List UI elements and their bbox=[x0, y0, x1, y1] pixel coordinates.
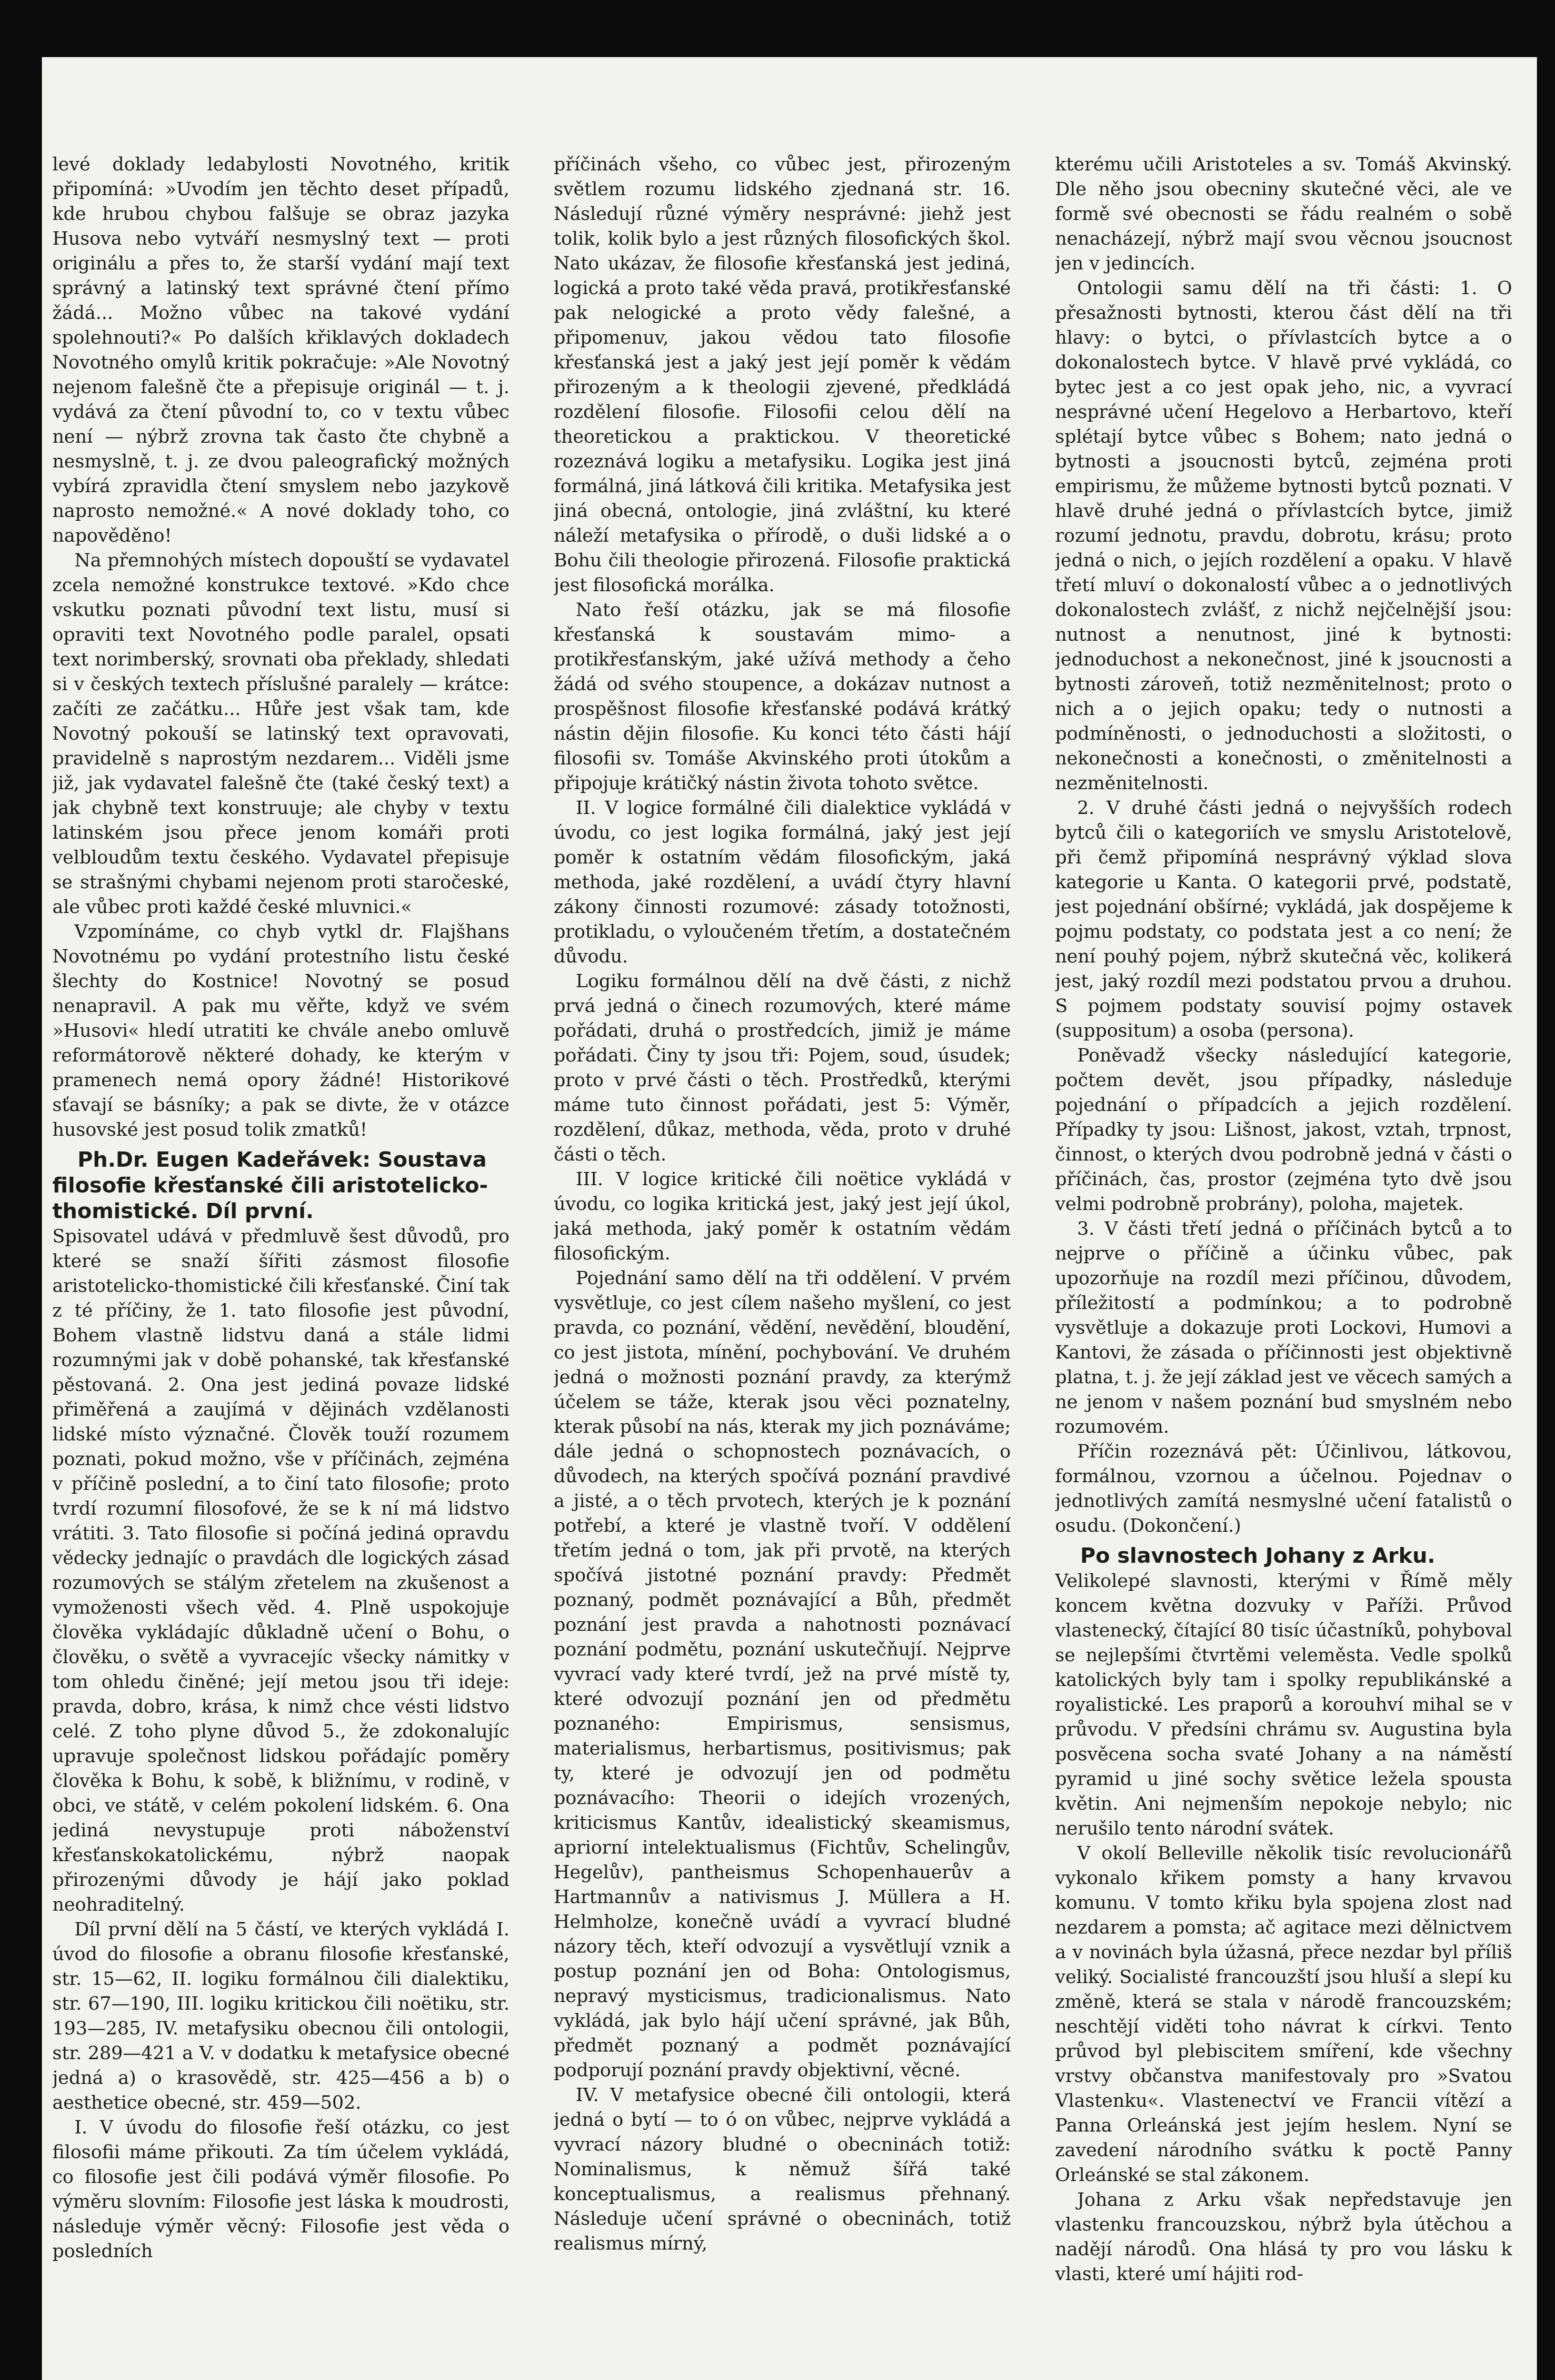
column-2-paragraph: příčinách všeho, co vůbec jest, přirozeným světlem rozumu lidského zjednaná str. 16. Následují různé výměry nesprávné: jiehž jest tolik, kolik bylo a jest různých filosofických škol. Nato ukázav, že filosofie křesťanská jest jediná, logická a proto také věda pravá, protikřesťanské pak nelogické a proto vědy falešné, a připomenuv, jakou vědou tato filosofie křesťanská jest a jaký jest její poměr k vědám přirozeným a k theologii zjevené, předkládá rozdělení filosofie. Filosofii celou dělí na theoretickou a praktickou. V theoretické rozeznává logiku a metafysiku. Logika jest jiná formálná, jiná látková čili kritika. Metafysika jest jiná obecná, ontologie, jiná zvláštní, ku které náleží metafysika o přírodě, o duši lidské a o Bohu čili theologie přirozená. Filosofie praktická jest filosofická morálka. bbox=[554, 154, 1011, 596]
column-1-paragraph: Díl první dělí na 5 částí, ve kterých vykládá I. úvod do filosofie a obranu filosofie křesťanské, str. 15—62, II. logiku formálnou čili dialektiku, str. 67—190, III. logiku kritickou čili noëtiku, str. 193—285, IV. metafysiku obecnou čili ontologii, str. 289—421 a V. v dodatku k metafysice obecné jedná a) o krasovědě, str. 425—456 a b) o aesthetice obecné, str. 459—502. bbox=[52, 1919, 509, 2113]
column-2-paragraph: IV. V metafysice obecné čili ontologii, která jedná o bytí — to ó on vůbec, nejprve vykládá a vyvrací názory bludné o obecninách totiž: Nominalismus, k němuž šířá také konceptualismus, a realismus přehnaný. Následuje učení správné o obecninách, totiž realismus mírný, bbox=[554, 2084, 1011, 2254]
column-3-paragraph: Poněvadž všecky následující kategorie, počtem devět, jsou případky, následuje pojednání o případcích a jejich rozdělení. Případky ty jsou: Lišnost, jakost, vztah, trpnost, činnost, o kterých dvou podrobně jedná v části o příčinách, čas, prostor (zejména tyto dvě jsou velmi podrobně probrány), poloha, majetek. bbox=[1055, 1045, 1512, 1215]
column-1-paragraph: levé doklady ledabylosti Novotného, kritik připomíná: »Uvodím jen těchto deset případů, kde hrubou chybou falšuje se obraz jazyka Husova nebo vytváří nesmyslný text — proti originálu a přes to, že starší vydání mají text správný a latinský text správné čtení přímo žádá... Možno vůbec na takové vydání spolehnouti?« Po dalších křiklavých dokladech Novotného omylů kritik pokračuje: »Ale Novotný nejenom falešně čte a přepisuje originál — t. j. vydává za čtení původní to, co v textu vůbec není — nýbrž zrovna tak často čte chybně a nesmyslně, t. j. ze dvou paleografický možných vybírá zpravidla čtení smyslem nebo jazykově naprosto nemožné.« A nové doklady toho, co napověděno! bbox=[52, 154, 509, 546]
column-3-paragraph: Ontologii samu dělí na tři části: 1. O přesažnosti bytnosti, kterou část dělí na tři hlavy: o bytci, o přívlastcích bytce a o dokonalostech bytce. V hlavě prvé vykládá, co bytec jest a co jest opak jeho, nic, a vyvrací nesprávné učení Hegelovo a Herbartovo, kteří splétají bytce vůbec s Bohem; nato jedná o bytnosti a jsoucnosti bytců, zejména proti empirismu, že můžeme bytnosti bytců poznati. V hlavě druhé jedná o přívlastcích bytce, jimiž rozumí jednotu, pravdu, dobrotu, krásu; proto jedná o nich, o jejích rozdělení a opaku. V hlavě třetí mluví o dokonalostí vůbec a o jednotlivých dokonalostech zvlášť, z nichž nejčelnější jsou: nutnost a nenutnost, jiné k bytnosti: jednoduchost a nekonečnost, jiné k jsoucnosti a bytnosti zároveň, totiž nezměnitelnost; proto o nich a o jejich opaku; tedy o nutnosti a podmíněnosti, o jednoduchosti a složitosti, o nekonečnosti a konečnosti, o změnitelnosti a nezměnitelnosti. bbox=[1055, 278, 1512, 794]
column-3-paragraph: V okolí Belleville několik tisíc revolucionářů vykonalo křikem pomsty a hany krvavou komunu. V tomto křiku byla spojena zlost nad nezdarem a pomsta; ač agitace mezi dělnictvem a v novinách byla úžasná, přece nezdar byl příliš veliký. Socialisté francouzští jsou hluší a slepí ku změně, která se stala v národě francouzském; neschtějí viděti toho návrat k církvi. Tento průvod byl plebiscitem smíření, kde všechny vrstvy občanstva manifestovaly pro »Svatou Vlastenku«. Vlastenectví ve Francii vítězí a Panna Orleánská jest jejím heslem. Nyní se zavedení národního svátku k poctě Panny Orleánské se stal zákonem. bbox=[1055, 1843, 1512, 2186]
book-review-heading: Ph.Dr. Eugen Kadeřávek: Soustava filosofie křesťanské čili aristotelicko-thomistické. Díl první. bbox=[52, 1148, 488, 1223]
column-2-paragraph: Logiku formálnou dělí na dvě části, z nichž prvá jedná o činech rozumových, které máme pořádati, druhá o prostředcích, jimiž je máme pořádati. Činy ty jsou tři: Pojem, soud, úsudek; proto v prvé části o těch. Prostředků, kterými máme tuto činnost pořádati, jest 5: Výměr, rozdělení, důkaz, methoda, věda, proto v druhé části o těch. bbox=[554, 971, 1011, 1165]
column-3-paragraph: Velikolepé slavnosti, kterými v Římě měly koncem května dozvuky v Paříži. Průvod vlastenecký, čítající 80 tisíc účastníků, pohyboval se nejlepšími čtvrtěmi veleměsta. Vedle spolků katolických byly tam i spolky republikánské a royalistické. Les praporů a korouhví mihal se v průvodu. V předsíni chrámu sv. Augustina byla posvěcena socha svaté Johany a na náměstí pyramid u jiné sochy světice ležela spousta květin. Ani nejmenším nepokoje nebylo; nic nerušilo tento národní svátek. bbox=[1055, 1570, 1512, 1839]
column-3-paragraph: Příčin rozeznává pět: Účinlivou, látkovou, formálnou, vzornou a účelnou. Pojednav o jednotlivých zamítá nesmyslné učení fatalistů o osudu. (Dokončení.) bbox=[1055, 1441, 1512, 1537]
column-1-paragraph: Spisovatel udává v předmluvě šest důvodů, pro které se snaží šířiti zásmost filosofie aristotelicko-thomistické čili křesťanské. Činí tak z té příčiny, že 1. tato filosofie jest původní, Bohem vlastně lidstvu daná a stále lidmi rozumnými jak v době pohanské, tak křesťanské pěstovaná. 2. Ona jest jediná povaze lidské přiměřená a zaujímá v dějinách vzdělanosti lidské místo význačné. Člověk touží rozumem poznati, pokud možno, vše v příčinách, zejména v příčině poslední, a to činí tato filosofie; proto tvrdí rozumní filosofové, že se k ní má lidstvo vrátiti. 3. Tato filosofie si počíná jediná opravdu vědecky jednajíc o pravdách dle logických zásad rozumových se stálým zřetelem na zkušenost a vymoženosti všech věd. 4. Plně uspokojuje člověka vykládajíc důkladně učení o Bohu, o člověku, o světě a vyvracejíc všecky námitky v tom ohledu činěné; její metou jsou tři ideje: pravda, dobro, krása, k nimž chce vésti lidstvo celé. Z toho plyne důvod 5., že zdokonalujíc upravuje společnost lidskou pořádajíc poměry člověka k Bohu, k sobě, k bližnímu, v rodině, v obci, ve státě, v celém pokolení lidském. 6. Ona jediná nevystupuje proti náboženství křesťanskokatolickému, nýbrž naopak přirozenými důvody je hájí jako poklad neohraditelný. bbox=[52, 1226, 509, 1915]
column-3-paragraph: 3. V části třetí jedná o příčinách bytců a to nejprve o příčině a účinku vůbec, pak upozorňuje na rozdíl mezi příčinou, důvodem, příležitostí a podmínkou; a to podrobně vysvětluje a dokazuje proti Lockovi, Humovi a Kantovi, že zásada o příčinnosti jest objektivně platna, t. j. že její základ jest ve věcech samých a ne jenom v našem poznání bud smyslném nebo rozumovém. bbox=[1055, 1218, 1512, 1438]
column-1-paragraph: Vzpomínáme, co chyb vytkl dr. Flajšhans Novotnému po vydání protestního listu české šlechty do Kostnice! Novotný se posud nenapravil. A pak mu věřte, když ve svém »Husovi« hledí utratiti ke chvále anebo omluvě reformátorově některé dohady, ke kterým v pramenech nemá opory žádné! Historikové sťavají se básníky; a pak se divte, že v otázce husovské jest posud tolik zmatků! bbox=[52, 921, 509, 1140]
text-column-2 bbox=[554, 152, 1011, 2380]
column-3-paragraph: kterému učili Aristoteles a sv. Tomáš Akvinský. Dle něho jsou obecniny skutečné věci, ale ve formě své obecnosti se řádu realném o sobě nenacházejí, nýbrž mají svou věcnou jsoucnost jen v jedincích. bbox=[1055, 154, 1512, 274]
column-2-paragraph: III. V logice kritické čili noëtice vykládá v úvodu, co logika kritická jest, jaký jest její úkol, jaká methoda, jaký poměr k ostatním vědám filosofickým. bbox=[554, 1169, 1011, 1264]
column-1-paragraph: I. V úvodu do filosofie řeší otázku, co jest filosofii máme přikouti. Za tím účelem vykládá, co filosofie jest čili podává výměr filosofie. Po výměru slovním: Filosofie jest láska k moudrosti, následuje výměr věcný: Filosofie jest věda o posledních bbox=[52, 2117, 509, 2262]
text-column-1 bbox=[52, 152, 509, 2380]
column-2-paragraph: II. V logice formálné čili dialektice vykládá v úvodu, co jest logika formálná, jaký jest její poměr k ostatním vědám filosofickým, jaká methoda, jaké rozdělení, a uvádí čtyry hlavní zákony činnosti rozumové: zásady totožnosti, protikladu, o vyloučeném třetím, a dostatečném důvodu. bbox=[554, 797, 1011, 967]
column-2-paragraph: Nato řeší otázku, jak se má filosofie křesťanská k soustavám mimo- a protikřesťanským, jaké užívá methody a čeho žádá od svého stoupence, a dokázav nutnost a prospěšnost filosofie křesťanské podává krátký nástin dějin filosofie. Ku konci této části hájí filosofii sv. Tomáše Akvinského proti útokům a připojuje krátičký nástin života tohoto světce. bbox=[554, 599, 1011, 794]
column-3-paragraph: 2. V druhé části jedná o nejvyšších rodech bytců čili o kategoriích ve smyslu Aristotelově, při čemž připomíná nesprávný výklad slova kategorie u Kanta. O kategorii prvé, podstatě, jest pojednání obšírné; vykládá, jak dospějeme k pojmu podstaty, co podstata jest a co není; že není pouhý pojem, nýbrž skutečná věc, kolikerá jest, jaký rozdíl mezi podstatou prvou a druhou. S pojmem podstaty souvisí pojmy ostavek (suppositum) a osoba (persona). bbox=[1055, 797, 1512, 1041]
newspaper-page bbox=[42, 57, 1537, 2380]
text-column-3 bbox=[1055, 152, 1512, 2380]
column-3-paragraph: Johana z Arku však nepředstavuje jen vlastenku francouzskou, nýbrž byla útěchou a nadějí národů. Ona hlásá ty pro vou lásku k vlasti, které umí hájiti rod- bbox=[1055, 2189, 1512, 2285]
column-2-paragraph: Pojednání samo dělí na tři oddělení. V prvém vysvětluje, co jest cílem našeho myšlení, co jest pravda, co poznání, vědění, nevědění, bloudění, co jest jistota, mínění, pochybování. Ve druhém jedná o možnosti poznání pravdy, za kterýmž účelem se táže, kterak jsou věci poznatelny, kterak působí na nás, kterak my jich poznáváme; dále jedná o schopnostech poznávacích, o důvodech, na kterých spočívá poznání pravdivé a jisté, a o těch prvotech, kterých je k poznání potřebí, a které je vlastně tvoří. V oddělení třetím jedná o tom, jak při prvotě, na kterých spočívá jistotné poznání pravdy: Předmět poznaný, podmět poznávající a Bůh, předmět poznání jest pravda a nahotnosti poznávací poznání podmětu, poznání uskutečňují. Nejprve vyvrací vady které tvrdí, jež na prvé místě ty, které odvozují poznání jen od předmětu poznaného: Empirismus, sensismus, materialismus, herbartismus, positivismus; pak ty, které je odvozují jen od podmětu poznávacího: Theorii o idejích vrozených, kriticismus Kantův, idealistický skeamismus, apriorní intelektualismus (Fichtův, Schelingův, Hegelův), pantheismus Schopenhauerův a Hartmannův a nativismus J. Müllera a H. Helmholze, konečně uvádí a vyvrací bludné názory těch, kteří odvozují a vysvětlují vznik a postup poznání jen od Boha: Ontologismus, nepravý mysticismus, tradicionalismus. Nato vykládá, jak bylo hájí učení správné, jak Bůh, předmět poznaný a podmět poznávající podporují poznání pravdy objektivní, věcné. bbox=[554, 1268, 1011, 2081]
column-1-paragraph: Na přemnohých místech dopouští se vydavatel zcela nemožné konstrukce textové. »Kdo chce vskutku poznati původní text listu, musí si opraviti text Novotného podle paralel, opsati text norimberský, srovnati oba překlady, shledati si v českých textech příslušné paralely — krátce: začíti ze začátku... Hůře jest však tam, kde Novotný pokouší se latinský text opravovati, pravidelně s naprostým nezdarem... Viděli jsme již, jak vydavatel falešně čte (také český text) a jak chybně text konstruuje; ale chyby v textu latinském jsou přece jenom komáři proti velbloudům textu českého. Vydavatel přepisuje se strašnými chybami nejenom proti staročeské, ale vůbec proti každé české mluvnici.« bbox=[52, 550, 509, 918]
article-heading: Po slavnostech Johany z Arku. bbox=[1080, 1544, 1435, 1568]
